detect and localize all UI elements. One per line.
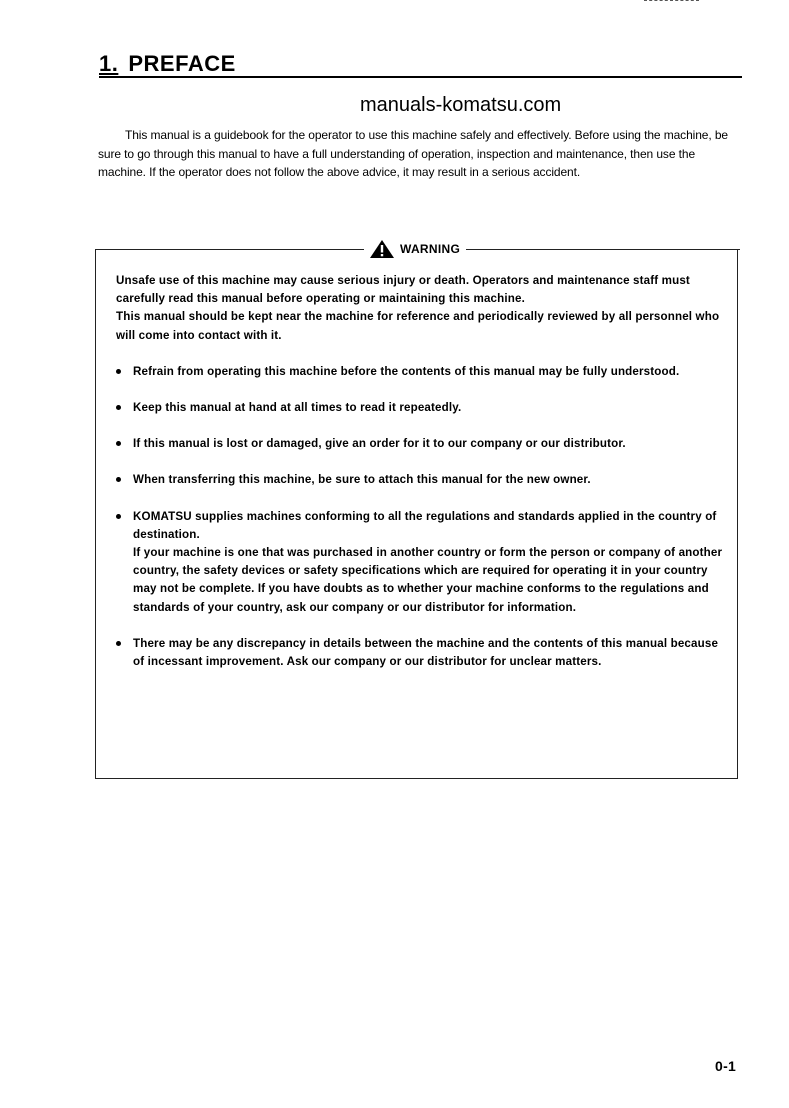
section-heading [99,52,742,78]
list-item: KOMATSU supplies machines conforming to all the regulations and standards applied in the country of destination. If your machine is one that was purchased in another country or form the person or company of another country, the safety devices or safety specifications which are required for operating it in your country may not be complete. If you have doubts as to whether your machine conforms to the regulations and standards of your country, ask our company or our distributor for information. [116,508,726,617]
watermark-text: manuals-komatsu.com [360,94,562,116]
warning-content [116,272,726,671]
preface-text [98,126,738,182]
warning-intro-1: Unsafe use of this machine may cause serious injury or death. Operators and maintenance staff must carefully read this manual before operating or maintaining this machine. [116,274,690,306]
preface-paragraph: This manual is a guidebook for the operator to use this machine safely and effectively. Before using the machine, be sure to go through this manual to have a full understanding of operation, inspection and maintenance, then use the machine. If the operator does not follow the above advice, it may result in a serious accident. [98,128,728,180]
page-title [99,52,236,76]
warning-label: WARNING [400,242,461,256]
section-title: PREFACE [128,51,236,76]
list-item: If this manual is lost or damaged, give an order for it to our company or our distributor. [116,435,726,453]
list-item: Refrain from operating this machine before the contents of this manual may be fully understood. [116,363,726,381]
scan-artifact-line [644,0,699,3]
warning-bullet-list [116,363,726,671]
list-item: When transferring this machine, be sure to attach this manual for the new owner. [116,471,726,489]
page-number: 0-1 [715,1058,737,1074]
section-number: 1. [99,51,119,76]
warning-header [364,240,466,258]
warning-triangle-icon [370,240,394,258]
list-item: There may be any discrepancy in details between the machine and the contents of this manual because of incessant improvement. Ask our company or our distributor for unclear matters. [116,635,726,671]
warning-intro-2: This manual should be kept near the machine for reference and periodically reviewed by all personnel who will come into contact with it. [116,310,720,342]
list-item: Keep this manual at hand at all times to read it repeatedly. [116,399,726,417]
